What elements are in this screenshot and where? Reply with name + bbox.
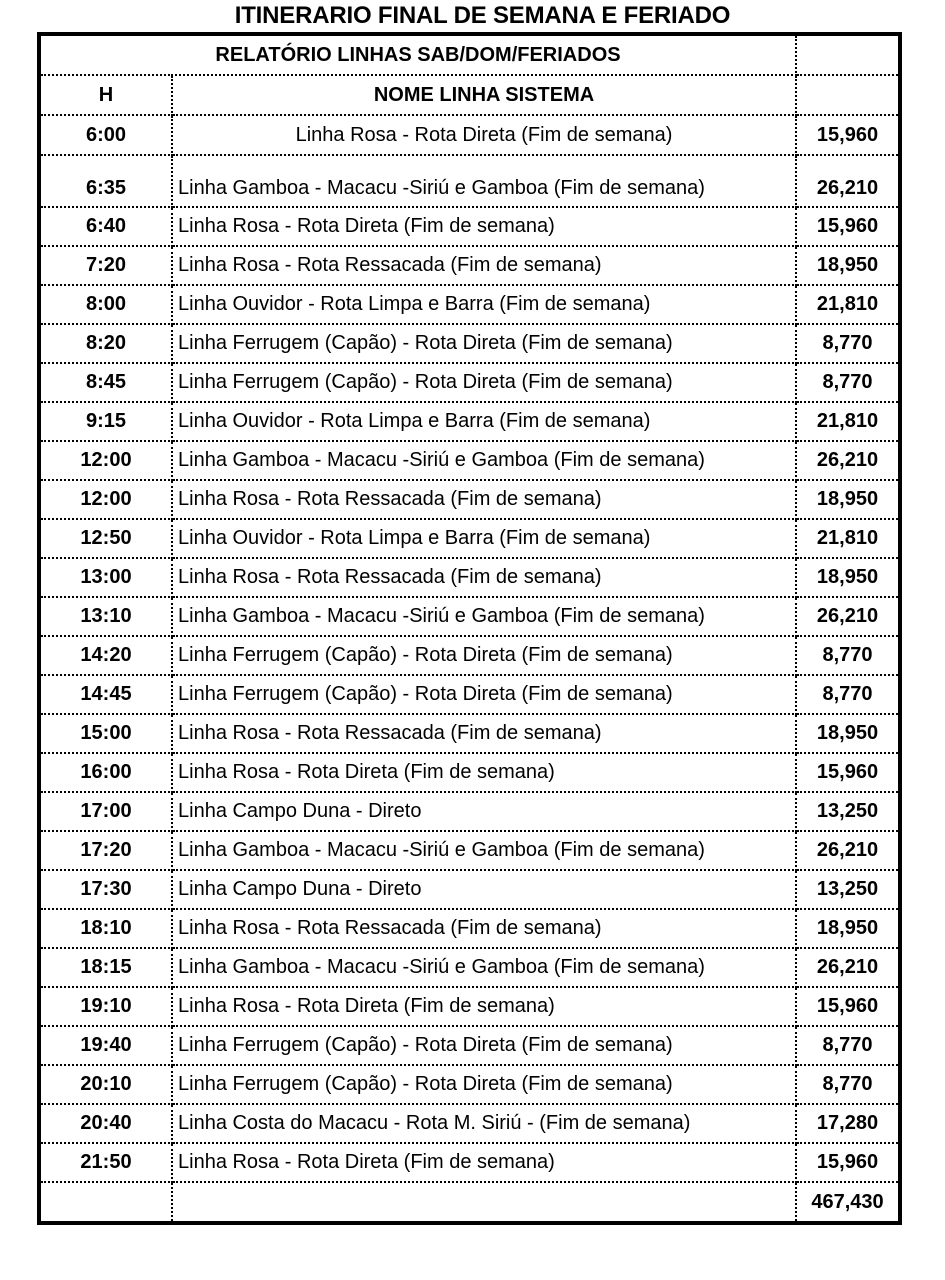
- line-name: Linha Gamboa - Macacu -Siriú e Gamboa (Fim de semana): [172, 597, 796, 636]
- line-value: 26,210: [796, 155, 898, 207]
- report-title: RELATÓRIO LINHAS SAB/DOM/FERIADOS: [41, 36, 796, 75]
- table-row: [41, 948, 898, 987]
- departure-time: 17:20: [41, 831, 172, 870]
- table-row: [41, 1104, 898, 1143]
- departure-time: 15:00: [41, 714, 172, 753]
- line-value: 13,250: [796, 870, 898, 909]
- line-name: Linha Costa do Macacu - Rota M. Siriú - (Fim de semana): [172, 1104, 796, 1143]
- line-name: Linha Gamboa - Macacu -Siriú e Gamboa (Fim de semana): [172, 441, 796, 480]
- table-row: [41, 753, 898, 792]
- table-row: [41, 480, 898, 519]
- line-value: 15,960: [796, 1143, 898, 1182]
- table-row: [41, 246, 898, 285]
- departure-time: 12:00: [41, 441, 172, 480]
- line-name: Linha Rosa - Rota Ressacada (Fim de semana): [172, 558, 796, 597]
- line-value: 18,950: [796, 480, 898, 519]
- line-name: Linha Ferrugem (Capão) - Rota Direta (Fim de semana): [172, 324, 796, 363]
- line-value: 18,950: [796, 246, 898, 285]
- departure-time: 8:20: [41, 324, 172, 363]
- line-name: Linha Ferrugem (Capão) - Rota Direta (Fim de semana): [172, 675, 796, 714]
- departure-time: 13:10: [41, 597, 172, 636]
- departure-time: 17:30: [41, 870, 172, 909]
- departure-time: 20:40: [41, 1104, 172, 1143]
- line-value: 26,210: [796, 948, 898, 987]
- line-value: 8,770: [796, 324, 898, 363]
- report-title-value-cell: [796, 36, 898, 75]
- page-title: ITINERARIO FINAL DE SEMANA E FERIADO: [234, 2, 731, 29]
- line-name: Linha Ferrugem (Capão) - Rota Direta (Fim de semana): [172, 636, 796, 675]
- line-name: Linha Rosa - Rota Ressacada (Fim de semana): [172, 480, 796, 519]
- table-row: [41, 714, 898, 753]
- table-row: [41, 1026, 898, 1065]
- line-name: Linha Campo Duna - Direto: [172, 792, 796, 831]
- table-row: [41, 324, 898, 363]
- line-value: 21,810: [796, 285, 898, 324]
- table-row: [41, 155, 898, 207]
- total-empty-hour-cell: [41, 1182, 172, 1221]
- line-name: Linha Ouvidor - Rota Limpa e Barra (Fim de semana): [172, 285, 796, 324]
- line-value: 21,810: [796, 402, 898, 441]
- line-name: Linha Campo Duna - Direto: [172, 870, 796, 909]
- table-row: [41, 831, 898, 870]
- column-header-value: [796, 75, 898, 115]
- line-value: 26,210: [796, 441, 898, 480]
- table-row: [41, 558, 898, 597]
- table-header-row: [41, 75, 898, 115]
- departure-time: 13:00: [41, 558, 172, 597]
- line-value: 8,770: [796, 1026, 898, 1065]
- line-value: 26,210: [796, 597, 898, 636]
- table-row: [41, 207, 898, 246]
- total-value: 467,430: [811, 1190, 884, 1213]
- report-title-row: [41, 36, 898, 75]
- itinerary-table-frame: [37, 32, 902, 1225]
- line-name: Linha Ferrugem (Capão) - Rota Direta (Fim de semana): [172, 1026, 796, 1065]
- line-name: Linha Rosa - Rota Direta (Fim de semana): [172, 115, 796, 155]
- departure-time: 14:20: [41, 636, 172, 675]
- table-row: [41, 402, 898, 441]
- table-row: [41, 792, 898, 831]
- line-value: 15,960: [796, 207, 898, 246]
- column-header-line-name: NOME LINHA SISTEMA: [172, 75, 796, 115]
- line-value: 17,280: [796, 1104, 898, 1143]
- line-value: 8,770: [796, 675, 898, 714]
- total-empty-line-cell: [172, 1182, 796, 1221]
- table-row: [41, 909, 898, 948]
- line-value: 26,210: [796, 831, 898, 870]
- table-row: [41, 675, 898, 714]
- line-value: 15,960: [796, 115, 898, 155]
- line-value: 15,960: [796, 753, 898, 792]
- departure-time: 8:45: [41, 363, 172, 402]
- table-row: [41, 115, 898, 155]
- table-row: [41, 636, 898, 675]
- table-row: [41, 1143, 898, 1182]
- departure-time: 17:00: [41, 792, 172, 831]
- line-name: Linha Rosa - Rota Ressacada (Fim de semana): [172, 246, 796, 285]
- departure-time: 20:10: [41, 1065, 172, 1104]
- line-value: 15,960: [796, 987, 898, 1026]
- line-name: Linha Rosa - Rota Direta (Fim de semana): [172, 987, 796, 1026]
- line-value: 21,810: [796, 519, 898, 558]
- line-name: Linha Rosa - Rota Direta (Fim de semana): [172, 753, 796, 792]
- departure-time: 8:00: [41, 285, 172, 324]
- departure-time: 9:15: [41, 402, 172, 441]
- table-row: [41, 987, 898, 1026]
- line-name: Linha Gamboa - Macacu -Siriú e Gamboa (Fim de semana): [172, 948, 796, 987]
- departure-time: 6:00: [41, 115, 172, 155]
- departure-time: 21:50: [41, 1143, 172, 1182]
- departure-time: 14:45: [41, 675, 172, 714]
- line-name: Linha Rosa - Rota Direta (Fim de semana): [172, 207, 796, 246]
- departure-time: 6:35: [41, 155, 172, 207]
- total-row: [41, 1182, 898, 1221]
- table-row: [41, 285, 898, 324]
- departure-time: 18:15: [41, 948, 172, 987]
- column-header-hour: H: [41, 75, 172, 115]
- departure-time: 16:00: [41, 753, 172, 792]
- line-name: Linha Ouvidor - Rota Limpa e Barra (Fim de semana): [172, 519, 796, 558]
- table-row: [41, 519, 898, 558]
- departure-time: 19:40: [41, 1026, 172, 1065]
- line-name: Linha Rosa - Rota Ressacada (Fim de semana): [172, 714, 796, 753]
- line-name: Linha Rosa - Rota Direta (Fim de semana): [172, 1143, 796, 1182]
- itinerary-table-body: [41, 36, 898, 1221]
- table-row: [41, 597, 898, 636]
- departure-time: 6:40: [41, 207, 172, 246]
- departure-time: 12:50: [41, 519, 172, 558]
- line-value: 18,950: [796, 714, 898, 753]
- line-name: Linha Gamboa - Macacu -Siriú e Gamboa (Fim de semana): [172, 831, 796, 870]
- line-name: Linha Ferrugem (Capão) - Rota Direta (Fim de semana): [172, 363, 796, 402]
- departure-time: 12:00: [41, 480, 172, 519]
- line-value: 18,950: [796, 558, 898, 597]
- table-row: [41, 1065, 898, 1104]
- departure-time: 7:20: [41, 246, 172, 285]
- table-row: [41, 363, 898, 402]
- table-row: [41, 441, 898, 480]
- line-value: 8,770: [796, 636, 898, 675]
- itinerary-table: [41, 36, 898, 1221]
- departure-time: 19:10: [41, 987, 172, 1026]
- line-value: 13,250: [796, 792, 898, 831]
- line-name: Linha Ferrugem (Capão) - Rota Direta (Fim de semana): [172, 1065, 796, 1104]
- table-row: [41, 870, 898, 909]
- line-name: Linha Gamboa - Macacu -Siriú e Gamboa (Fim de semana): [172, 155, 796, 207]
- line-name: Linha Ouvidor - Rota Limpa e Barra (Fim de semana): [172, 402, 796, 441]
- line-value: 18,950: [796, 909, 898, 948]
- line-name: Linha Rosa - Rota Ressacada (Fim de semana): [172, 909, 796, 948]
- line-value: 8,770: [796, 363, 898, 402]
- departure-time: 18:10: [41, 909, 172, 948]
- line-value: 8,770: [796, 1065, 898, 1104]
